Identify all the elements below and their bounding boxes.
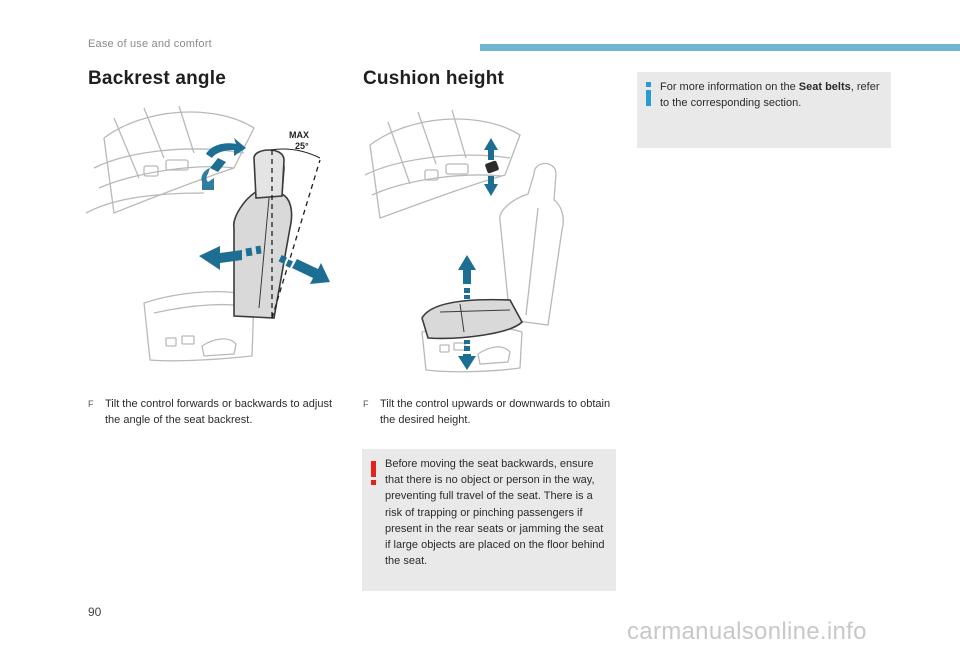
info-text-bold: Seat belts [798,81,851,93]
info-text-before: For more information on the [660,81,799,93]
backrest-seat-illustration [84,98,340,370]
info-text-after: , refer to the corresponding section. [660,81,880,109]
backrest-instruction-text: Tilt the control forwards or backwards to adjust the angle of the seat backrest. [105,398,333,426]
header-accent-bar [480,44,960,51]
section-title: Ease of use and comfort [88,38,212,50]
info-note [637,72,891,148]
backrest-instruction [88,397,338,428]
cushion-seat-illustration [360,100,580,375]
bullet-marker: F [363,399,369,409]
max-label: MAX [289,130,309,140]
backrest-heading: Backrest angle [88,68,226,89]
warning-icon [371,461,376,485]
cushion-instruction [363,397,613,428]
warning-note-text: Before moving the seat backwards, ensure that there is no object or person in the way, preventing full travel of the seat. There is a risk of trapping or pinching passengers if present in the rear seats or jamming the seat if large objects are placed on the floor behind the seat. [385,458,605,568]
cushion-instruction-text: Tilt the control upwards or downwards to obtain the desired height. [380,398,611,426]
warning-note [362,449,616,591]
bullet-marker: F [88,399,94,409]
info-icon [646,82,651,106]
angle-label: 25° [295,141,309,151]
info-note-text [660,79,885,111]
page-number: 90 [88,605,102,619]
cushion-heading: Cushion height [363,68,505,89]
watermark: carmanualsonline.info [627,618,867,645]
